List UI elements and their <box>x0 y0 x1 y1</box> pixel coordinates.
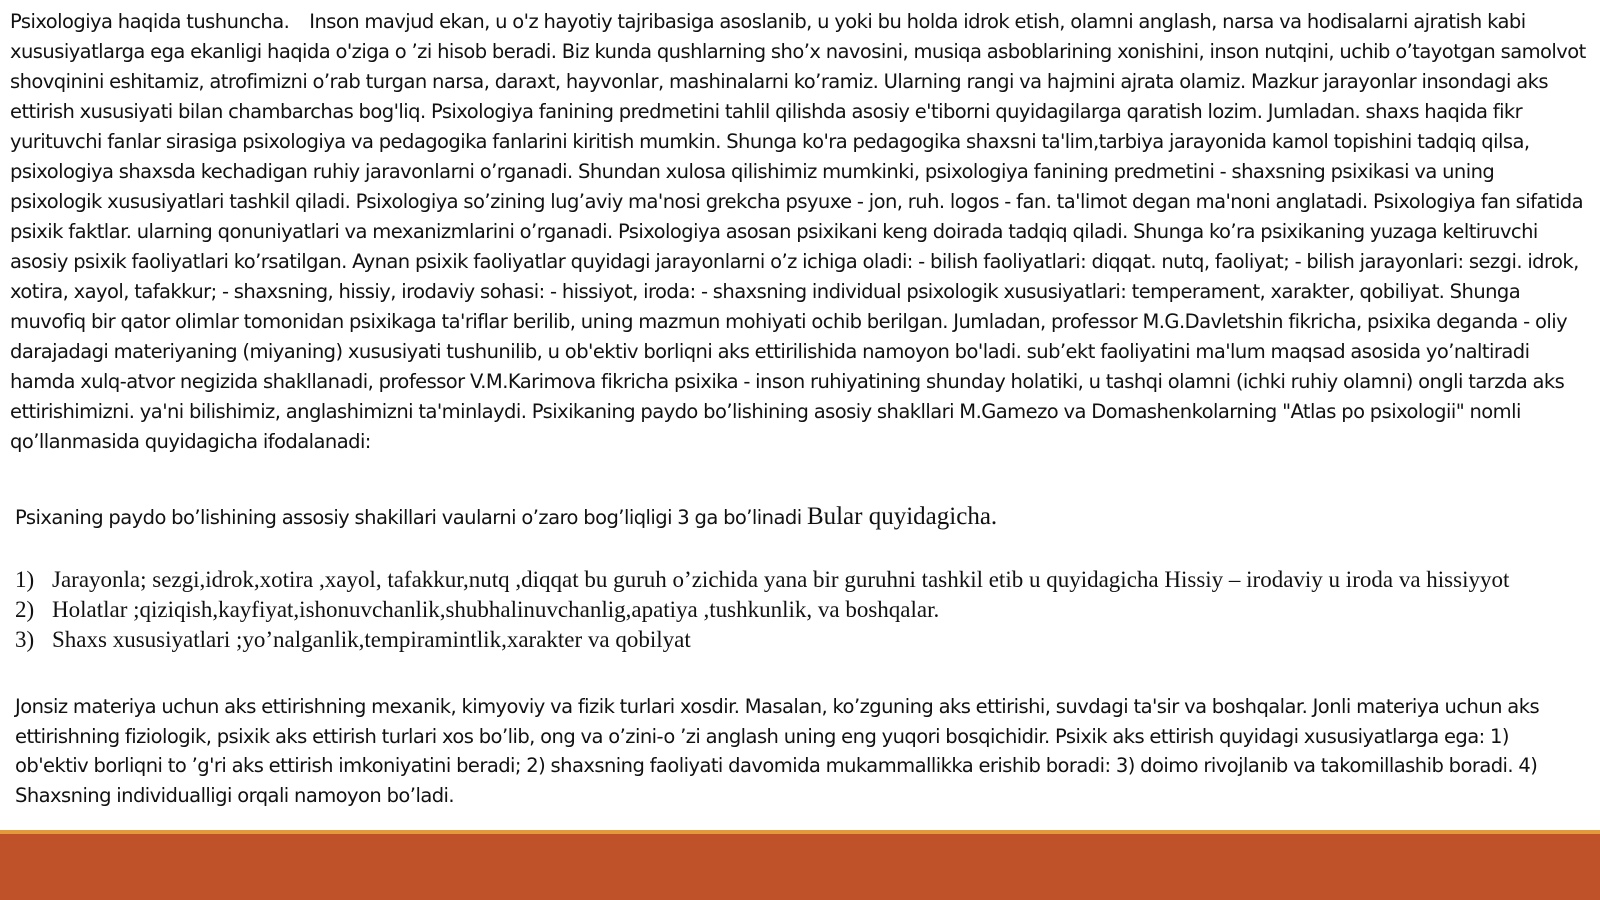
list-item <box>15 565 1575 595</box>
paragraph-body: Inson mavjud ekan, u o'z hayotiy tajribasiga asoslanib, u yoki bu holda idrok etish, olamni anglash, narsa va hodisalarni ajratish kabi xususiyatlarga ega ekanligi haqida o'ziga o ’zi hisob beradi. Biz kunda qushlarning sho’x navosini, musiqa asboblarining xonishini, inson nutqini, uchib o’tayotgan samolvot shovqinini eshitamiz, atrofimizni o’rab turgan narsa, daraxt, hayvonlar, mashinalarni ko’ramiz. Ularning rangi va hajmini ajrata olamiz. Mazkur jarayonlar insondagi aks ettirish xususiyati bilan chambarchas bog'liq. Psixologiya fanining predmetini tahlil qilishda asosiy e'tiborni quyidagilarga qaratish lozim. Jumladan. shaxs haqida fikr yurituvchi fanlar sirasiga psixologiya va pedagogika fanlarini kiritish mumkin. Shunga ko'ra pedagogika shaxsni ta'lim,tarbiya jarayonida kamol topishini tadqiq qilsa, psixologiya shaxsda kechadigan ruhiy jaravonlarni o’rganadi. Shundan xulosa qilishimiz mumkinki, psixologiya fanining predmetini - shaxsning psixikasi va uning psixologik xususiyatlari tashkil qiladi. Psixologiya so’zining lug’aviy ma'nosi grekcha psyuxe - jon, ruh. logos - fan. ta'limot degan ma'noni anglatadi. Psixologiya fan sifatida psixik faktlar. ularning qonuniyatlari va mexanizmlarini o’rganadi. Psixologiya asosan psixikani keng doirada tadqiq qiladi. Shunga ko’ra psixikaning yuzaga keltiruvchi asosiy psixik faoliyatlari ko’rsatilgan. Aynan psixik faoliyatlar quyidagi jarayonlarni o’z ichiga oladi: - bilish faoliyatlari: diqqat. nutq, faoliyat; - bilish jarayonlari: sezgi. idrok, xotira, xayol, tafakkur; - shaxsning, hissiy, irodaviy sohasi: - hissiyot, iroda: - shaxsning individual psixologik xususiyatlari: temperament, xarakter, qobiliyat. Shunga muvofiq bir qator olimlar tomonidan psixikaga ta'riflar berilib, uning mazmun mohiyati ochib berilgan. Jumladan, professor M.G.Davletshin fikricha, psixika deganda - oliy darajadagi materiyaning (miyaning) xususiyati tushunilib, u ob'ektiv borliqni aks ettirilishida namoyon bo'ladi. sub’ekt faoliyatini ma'lum maqsad asosida yo’naltiradi hamda xulq-atvor negizida shakllanadi, professor V.M.Karimova fikricha psixika - inson ruhiyatining shunday holatiki, u tashqi olamni (ichki ruhiy olamni) ongli tarzda aks ettirishimizni. ya'ni bilishimiz, anglashimizni ta'minlaydi. Psixikaning paydo bo’lishining asosiy shakllari M.Gamezo va Domashenkolarning "Atlas po psixologii" nomli qo’llanmasida quyidagicha ifodalanadi: <box>10 10 1586 453</box>
list-item <box>15 595 1575 625</box>
numbered-list <box>15 565 1575 655</box>
list-item-number: 2) <box>15 597 35 622</box>
list-intro-tail: Bular quyidagicha. <box>806 503 998 530</box>
paragraph-title: Psixologiya haqida tushuncha. <box>10 10 290 33</box>
list-item-text: Holatlar ;qiziqish,kayfiyat,ishonuvchanlik,shubhalinuvchanlig,apatiya ,tushkunlik, va boshqalar. <box>52 597 940 622</box>
list-item-text: Shaxs xususiyatlari ;yo’nalganlik,tempiramintlik,xarakter va qobilyat <box>52 627 691 652</box>
bottom-paragraph: Jonsiz materiya uchun aks ettirishning mexanik, kimyoviy va fizik turlari xosdir. Masalan, ko’zguning aks ettirishi, suvdagi ta'sir va boshqalar. Jonli materiya uchun aks ettirishning fiziologik, psixik aks ettirish turlari xos bo’lib, ong va o’zini-o ’zi anglash uning eng yuqori bosqichidir. Psixik aks ettirish quyidagi xususiyatlarga ega: 1) ob'ektiv borliqni to ’g'ri aks ettirish imkoniyatini beradi; 2) shaxsning faoliyati davomida mukammallikka erishib boradi: 3) doimo rivojlanib va takomillashib boradi. 4) Shaxsning individualligi orqali namoyon bo’ladi. <box>15 695 1540 807</box>
main-paragraph <box>10 7 1590 457</box>
list-item-number: 3) <box>15 627 35 652</box>
list-item-text: Jarayonla; sezgi,idrok,xotira ,xayol, tafakkur,nutq ,diqqat bu guruh o’zichida yana bir guruhni tashkil etib u quyidagicha Hissiy – irodaviy u iroda va hissiyyot <box>52 567 1510 592</box>
list-intro <box>15 502 1585 533</box>
list-item-number: 1) <box>15 567 35 592</box>
list-item <box>15 625 1575 655</box>
list-intro-text: Psixaning paydo bo’lishining assosiy shakillari vaularni o’zaro bog’liqligi 3 ga bo’linadi <box>15 506 802 529</box>
footer-bar <box>0 830 1600 900</box>
